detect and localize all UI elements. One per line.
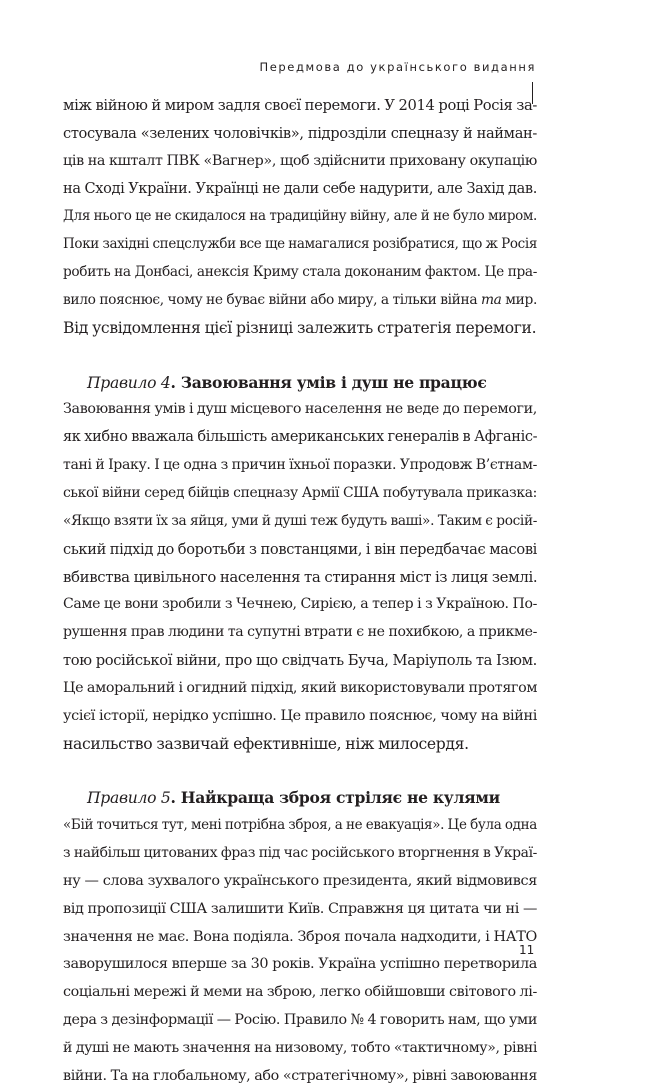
rule-5-title: . Найкраща зброя стріляє не кулями: [170, 788, 500, 808]
text-line: Від усвідомлення цієї різниці залежить стратегія перемоги.: [63, 318, 537, 337]
emphasis-ta: та: [480, 291, 502, 308]
text-line: з найбільш цитованих фраз під час російського вторгнення в Украї-: [63, 845, 537, 862]
text-line: [63, 287, 537, 315]
text-line: «Бій точиться тут, мені потрібна зброя, а не евакуація». Це була одна: [63, 817, 537, 834]
text-run: вило пояснює, чому не буває війни або миру, а тільки війна: [63, 291, 481, 308]
text-line: ської війни серед бійців спецназу Армії США побутувала приказка:: [63, 484, 537, 501]
section-rule-4: [63, 369, 537, 759]
text-line: від пропозиції США залишити Київ. Справжня ця цитата чи ні —: [63, 900, 537, 917]
text-line: робить на Донбасі, анексія Криму стала доконаним фактом. Це пра-: [63, 264, 537, 281]
text-line: й душі не мають значення на низовому, тобто «тактичному», рівні: [63, 1040, 537, 1056]
page-body: [63, 92, 537, 1091]
text-line: значення не має. Вона подіяла. Зброя почала надходити, і НАТО: [63, 928, 537, 945]
text-line: вбивства цивільного населення та стирання міст із лиця землі.: [63, 567, 538, 586]
text-run: мир.: [501, 291, 538, 308]
text-line: заворушилося вперше за 30 років. Україна успішно перетворила: [63, 956, 537, 973]
text-line: Поки західні спецслужби все ще намагалися розібратися, що ж Росія: [63, 236, 537, 253]
text-line: на Сході України. Українці не дали себе надурити, але Захід дав.: [63, 180, 537, 197]
rule-4-title: . Завоювання умів і душ не працює: [170, 372, 487, 392]
rule-5-heading: [63, 784, 537, 812]
page-number: 11: [519, 943, 535, 957]
text-line: війни. Та на глобальному, або «стратегічному», рівні завоювання: [63, 1067, 537, 1084]
text-line: Саме це вони зробили з Чечнею, Сирією, а тепер і з Україною. По-: [63, 596, 537, 613]
paragraph-war-and-peace: [63, 92, 537, 343]
rule-5-number: Правило 5: [87, 789, 171, 808]
text-line: усієї історії, нерідко успішно. Це правило пояснює, чому на війні: [63, 707, 537, 724]
rule-4-number: Правило 4: [87, 373, 171, 392]
text-line: соціальні мережі й меми на зброю, легко обійшовши світового лі-: [63, 984, 537, 1001]
text-line: ський підхід до боротьби з повстанцями, і він передбачає масові: [63, 540, 537, 558]
section-rule-5: [63, 784, 537, 1090]
text-line: ців на кшталт ПВК «Вагнер», щоб здійснити приховану окупацію: [63, 152, 537, 169]
text-line: насильство зазвичай ефективніше, ніж милосердя.: [63, 734, 469, 753]
text-line: тані й Іраку. І це одна з причин їхньої поразки. Упродовж В’єтнам-: [63, 457, 537, 474]
text-line: Для нього це не скидалося на традиційну війну, але й не було миром.: [63, 208, 537, 225]
text-line: Це аморальний і огидний підхід, який використовували протягом: [63, 679, 538, 696]
text-line: стосувала «зелених чоловічків», підрозділи спецназу й найман-: [63, 124, 537, 142]
text-line: «Якщо взяти їх за яйця, уми й душі теж будуть ваші». Таким є росій-: [63, 512, 537, 529]
rule-4-heading: [63, 369, 537, 397]
text-line: тою російської війни, про що свідчать Буча, Маріуполь та Ізюм.: [63, 652, 537, 670]
text-line: як хибно вважала більшість американських генералів в Афганіс-: [63, 429, 538, 446]
running-header: Передмова до українського видання: [259, 60, 536, 74]
text-line: Завоювання умів і душ місцевого населення не веде до перемоги,: [63, 401, 537, 418]
text-line: дера з дезінформації — Росію. Правило № 4 говорить нам, що уми: [63, 1012, 537, 1029]
text-line: ну — слова зухвалого українського президента, який відмовився: [63, 872, 537, 889]
text-line: рушення прав людини та супутні втрати є не похибкою, а прикме-: [63, 624, 537, 641]
text-line: між війною й миром задля своєї перемоги. У 2014 році Росія за-: [63, 97, 537, 114]
